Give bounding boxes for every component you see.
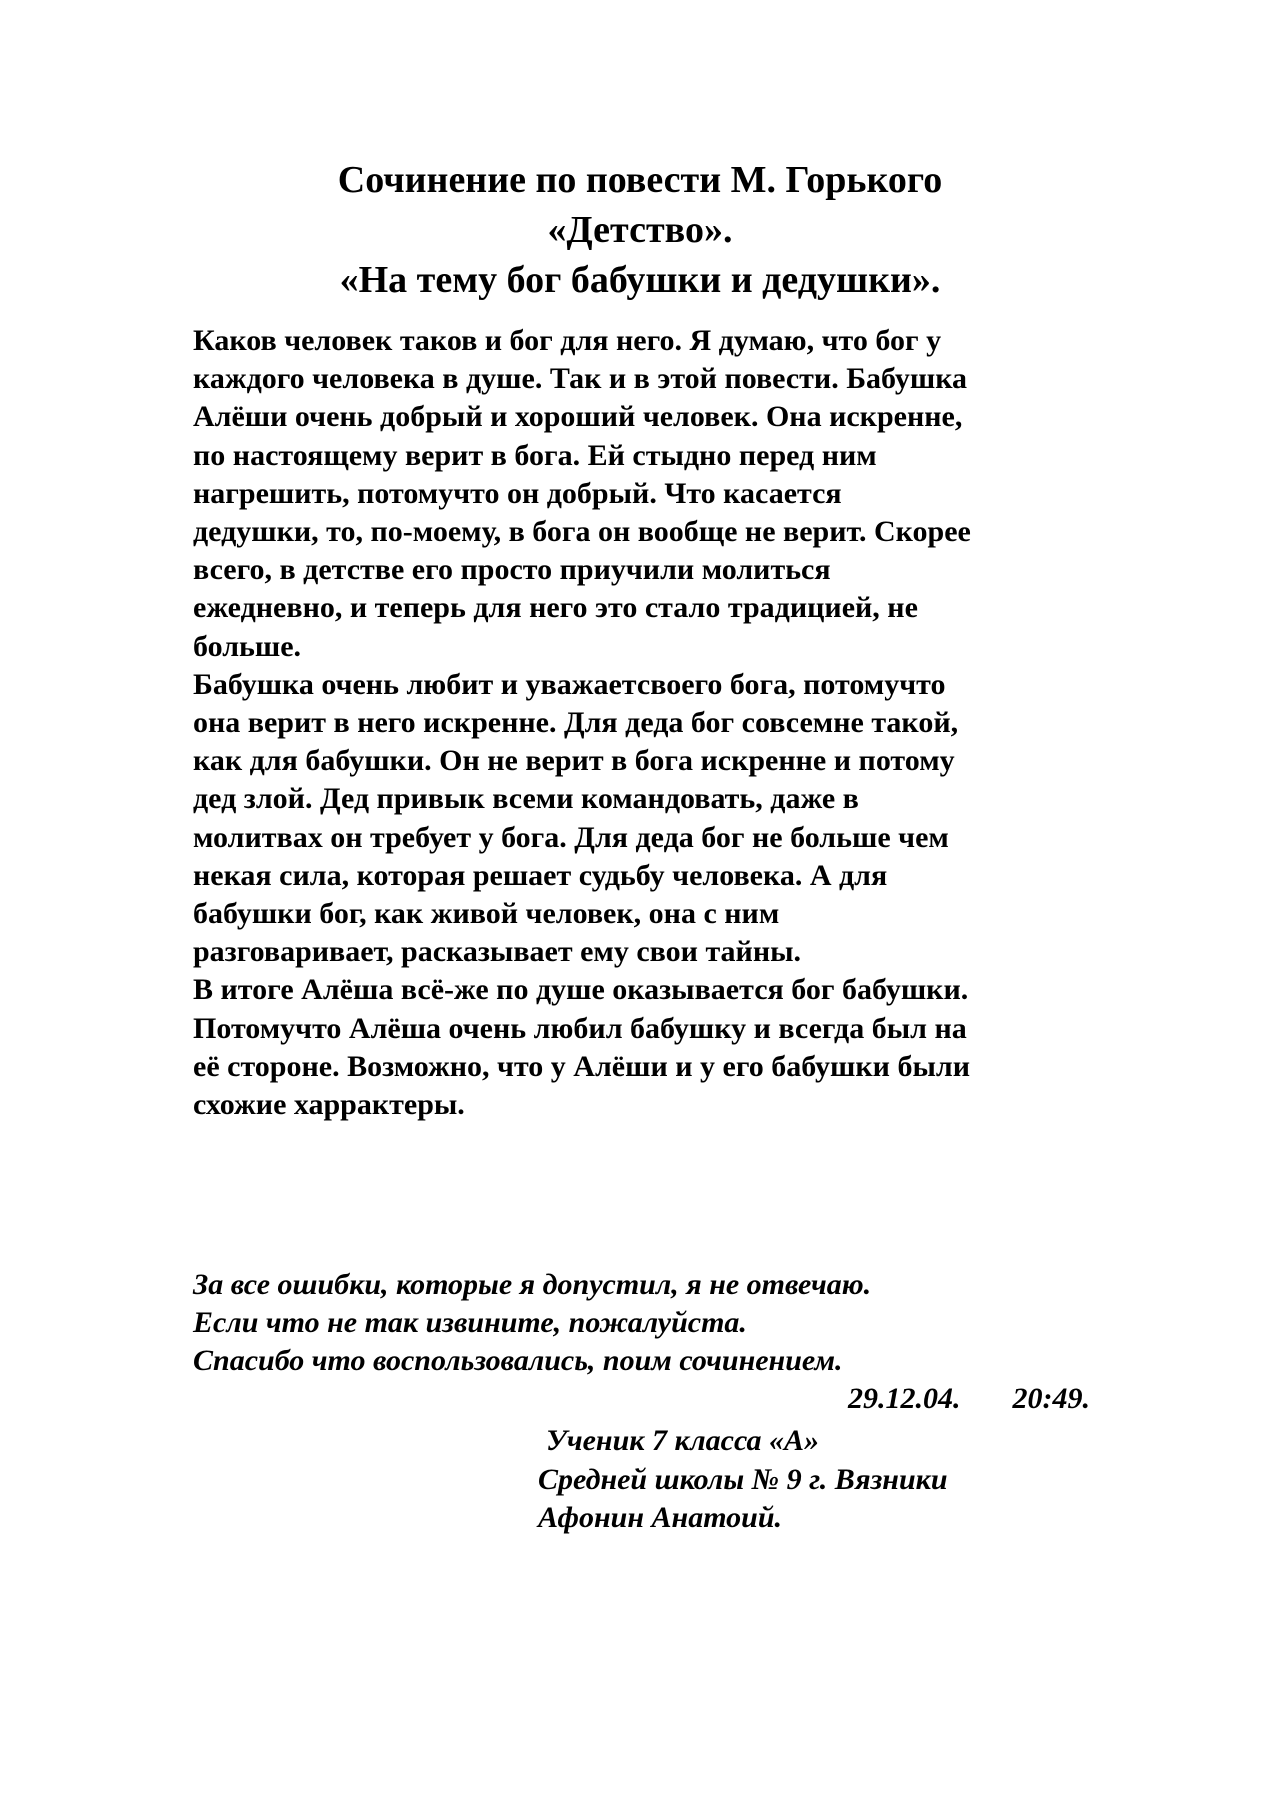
- closing-line: Если что не так извините, пожалуйста.: [193, 1306, 747, 1339]
- body-line: ежедневно, и теперь для него это стало традицией, не: [193, 591, 918, 625]
- closing-line: Спасибо что воспользовались, поим сочинением.: [193, 1344, 843, 1377]
- body-line: каждого человека в душе. Так и в этой повести. Бабушка: [193, 362, 968, 396]
- closing-remarks: [193, 1266, 1093, 1380]
- body-line: Бабушка очень любит и уважаетсвоего бога, потомучто: [193, 667, 946, 701]
- body-line: схожие харрактеры.: [193, 1088, 465, 1122]
- closing-line: За все ошибки, которые я допустил, я не отвечаю.: [193, 1268, 872, 1301]
- signature-line: Ученик 7 класса «А»: [546, 1424, 820, 1457]
- date-text: 29.12.04.: [848, 1382, 961, 1415]
- body-line: дед злой. Дед привык всеми командовать, даже в: [193, 782, 859, 816]
- body-line: Каков человек таков и бог для него. Я думаю, что бог у: [193, 324, 942, 357]
- body-line: по настоящему верит в бога. Ей стыдно перед ним: [193, 438, 877, 472]
- date-time-stamp: [848, 1380, 1090, 1418]
- body-line: нагрешить, потомучто он добрый. Что касается: [193, 476, 842, 510]
- essay-body: [193, 322, 1093, 1124]
- body-line: она верит в него искренне. Для деда бог совсемне такой,: [193, 706, 959, 740]
- essay-title: [0, 155, 1280, 305]
- body-line: Алёши очень добрый и хороший человек. Она искренне,: [193, 400, 963, 434]
- body-line: всего, в детстве его просто приучили молиться: [193, 553, 831, 587]
- body-line: как для бабушки. Он не верит в бога искренне и потому: [193, 744, 955, 778]
- body-line: бабушки бог, как живой человек, она с ним: [193, 897, 780, 931]
- body-line: дедушки, то, по-моему, в бога он вообще не верит. Скорее: [193, 515, 971, 549]
- signature-line: Афонин Анатоий.: [538, 1501, 782, 1534]
- signature-line: Средней школы № 9 г. Вязники: [538, 1462, 948, 1496]
- body-line: некая сила, которая решает судьбу человека. А для: [193, 858, 888, 892]
- body-line: Потомучто Алёша очень любил бабушку и всегда был на: [193, 1011, 967, 1045]
- body-line: разговаривает, расказывает ему свои тайны.: [193, 935, 802, 969]
- title-line: «Детство».: [547, 209, 733, 251]
- title-line: «На тему бог бабушки и дедушки».: [339, 259, 941, 301]
- body-line: В итоге Алёша всё-же по душе оказывается бог бабушки.: [193, 973, 969, 1007]
- author-signature: [538, 1422, 948, 1538]
- body-line: молитвах он требует у бога. Для деда бог не больше чем: [193, 820, 949, 854]
- time-text: 20:49.: [1012, 1382, 1090, 1415]
- body-line: больше.: [193, 629, 302, 663]
- title-line: Сочинение по повести М. Горького: [337, 159, 943, 201]
- body-line: её стороне. Возможно, что у Алёши и у его бабушки были: [193, 1049, 970, 1083]
